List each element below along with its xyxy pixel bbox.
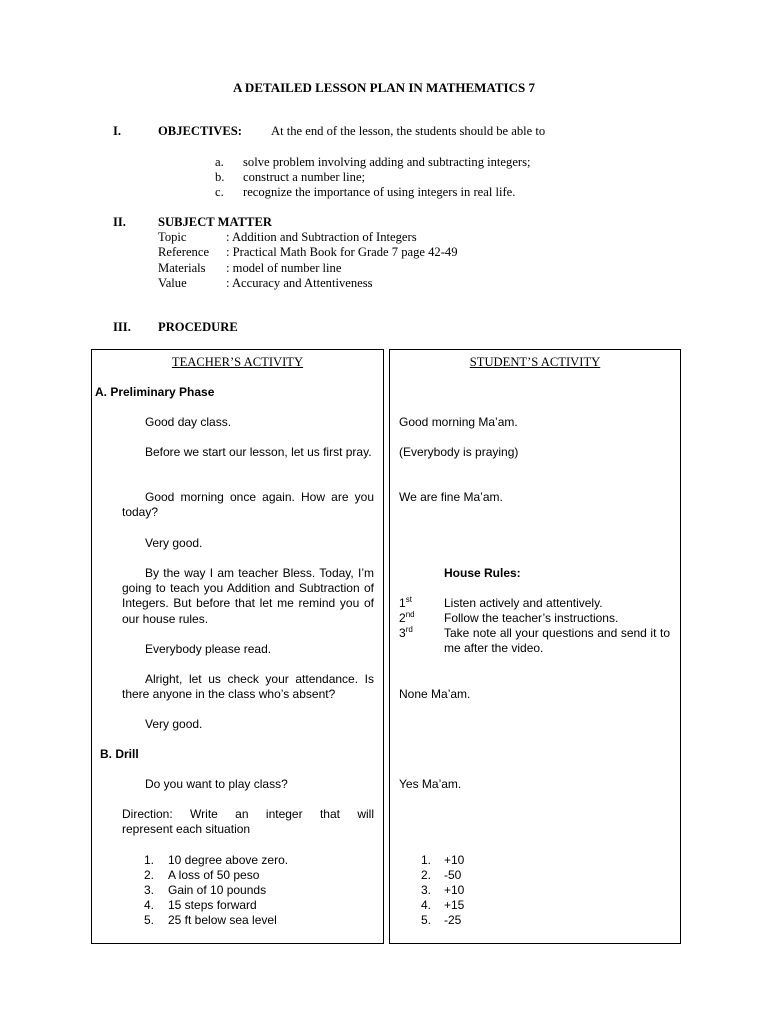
- teacher-pray: Before we start our lesson, let us first pray.: [145, 445, 372, 459]
- house-rules-heading: House Rules:: [444, 566, 521, 580]
- rule-ordinal: [399, 611, 415, 625]
- objectives-numeral: I.: [113, 124, 122, 138]
- situation-num: 1.: [144, 853, 155, 867]
- answer-num: 3.: [421, 883, 432, 897]
- objectives-intro: At the end of the lesson, the students should be able to: [271, 124, 546, 138]
- objective-letter: c.: [215, 185, 224, 199]
- teacher-intro: By the way I am teacher Bless. Today, I’m going to teach you Addition and Subtraction of Integers. But before that let me remind you of our house rules.: [122, 566, 374, 626]
- student-fine: We are fine Ma’am.: [399, 490, 503, 504]
- page-title: A DETAILED LESSON PLAN IN MATHEMATICS 7: [233, 80, 535, 95]
- situation-text: Gain of 10 pounds: [168, 883, 267, 897]
- rule-text: Follow the teacher’s instructions.: [444, 611, 619, 625]
- rule-ord-sup: rd: [405, 625, 413, 634]
- rule-ordinal: [399, 626, 413, 640]
- answer-num: 2.: [421, 868, 432, 882]
- situation-text: 10 degree above zero.: [168, 853, 289, 867]
- rule-ord-num: 1: [399, 596, 406, 610]
- answer-num: 4.: [421, 898, 432, 912]
- situation-num: 4.: [144, 898, 155, 912]
- answer-text: +15: [444, 898, 465, 912]
- subject-value-topic: : Addition and Subtraction of Integers: [226, 230, 417, 244]
- rule-ord-num: 2: [399, 611, 406, 625]
- subject-label-value: Value: [158, 276, 187, 290]
- student-activity-heading: STUDENT’S ACTIVITY: [469, 355, 601, 369]
- objective-text: construct a number line;: [243, 170, 366, 184]
- answer-num: 1.: [421, 853, 432, 867]
- rule-ord-sup: st: [405, 595, 412, 604]
- subject-value-materials: : model of number line: [226, 261, 342, 275]
- teacher-direction: [122, 807, 374, 837]
- subject-label-materials: Materials: [158, 261, 206, 275]
- situation-text: 15 steps forward: [168, 898, 257, 912]
- rule-ord-num: 3: [399, 626, 406, 640]
- answer-text: -25: [444, 913, 462, 927]
- rule-ordinal: [399, 596, 412, 610]
- student-greeting: Good morning Ma’am.: [399, 415, 518, 429]
- situation-text: 25 ft below sea level: [168, 913, 277, 927]
- teacher-activity-heading: TEACHER’S ACTIVITY: [171, 355, 304, 369]
- answer-text: -50: [444, 868, 462, 882]
- phase-b-heading: B. Drill: [100, 747, 139, 761]
- answer-text: +10: [444, 853, 465, 867]
- student-yes: Yes Ma’am.: [399, 777, 462, 791]
- subject-value-value: : Accuracy and Attentiveness: [226, 276, 373, 290]
- objective-text: solve problem involving adding and subtracting integers;: [243, 155, 531, 169]
- objectives-heading: OBJECTIVES:: [158, 124, 242, 138]
- objective-text: recognize the importance of using integers in real life.: [243, 185, 516, 199]
- rule-text: Take note all your questions and send it to me after the video.: [444, 626, 670, 656]
- subject-value-reference: : Practical Math Book for Grade 7 page 42-49: [226, 245, 458, 259]
- procedure-heading: PROCEDURE: [158, 320, 238, 334]
- subject-label-topic: Topic: [158, 230, 187, 244]
- situation-text: A loss of 50 peso: [168, 868, 260, 882]
- teacher-how-are-you: Good morning once again. How are you today?: [122, 490, 374, 520]
- answer-num: 5.: [421, 913, 432, 927]
- phase-a-heading: A. Preliminary Phase: [95, 385, 215, 399]
- rule-ord-sup: nd: [405, 610, 415, 619]
- teacher-attendance: Alright, let us check your attendance. Is there anyone in the class who’s absent?: [122, 672, 374, 702]
- objective-letter: b.: [215, 170, 225, 184]
- direction-line-1: Direction: Write an integer that will: [122, 807, 374, 821]
- direction-line-2: represent each situation: [122, 822, 251, 837]
- procedure-numeral: III.: [113, 320, 131, 334]
- subject-matter-numeral: II.: [113, 215, 126, 229]
- answer-text: +10: [444, 883, 465, 897]
- situation-num: 3.: [144, 883, 155, 897]
- teacher-very-good: Very good.: [145, 717, 203, 731]
- rule-text: Listen actively and attentively.: [444, 596, 603, 610]
- student-praying: (Everybody is praying): [399, 445, 519, 459]
- objective-letter: a.: [215, 155, 224, 169]
- teacher-very-good: Very good.: [145, 536, 203, 550]
- student-none: None Ma’am.: [399, 687, 471, 701]
- teacher-play: Do you want to play class?: [145, 777, 288, 791]
- teacher-greeting: Good day class.: [145, 415, 232, 429]
- teacher-please-read: Everybody please read.: [145, 642, 272, 656]
- situation-num: 5.: [144, 913, 155, 927]
- situation-num: 2.: [144, 868, 155, 882]
- subject-label-reference: Reference: [158, 245, 210, 259]
- subject-matter-heading: SUBJECT MATTER: [158, 215, 272, 229]
